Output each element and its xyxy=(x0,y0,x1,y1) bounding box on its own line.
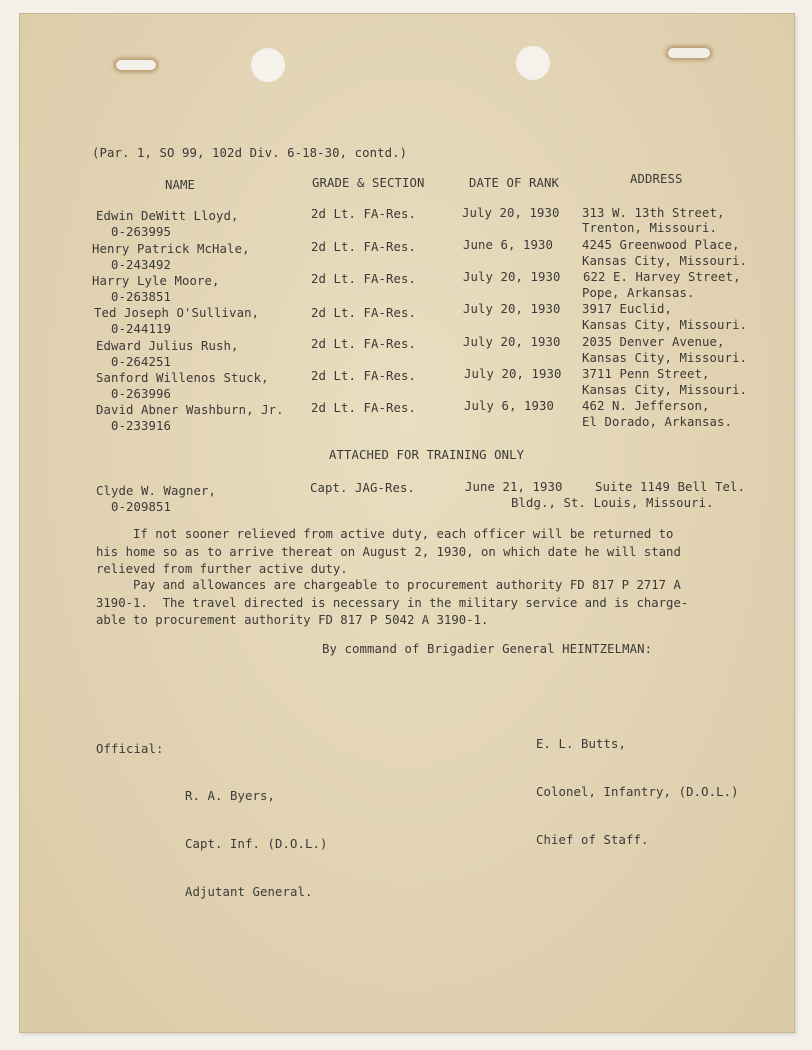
officer-name: David Abner Washburn, Jr. xyxy=(96,403,284,417)
document-page xyxy=(20,14,794,1032)
officer-grade: 2d Lt. FA-Res. xyxy=(311,240,417,254)
officer-serial: 0-263851 xyxy=(111,290,172,304)
officer-serial: 0-264251 xyxy=(111,355,172,369)
relief-paragraph xyxy=(96,526,736,579)
officer-date-of-rank: July 6, 1930 xyxy=(464,399,555,413)
officer-date-of-rank: June 21, 1930 xyxy=(465,480,563,494)
officer-name: Edwin DeWitt Lloyd, xyxy=(96,209,239,223)
column-header-address: ADDRESS xyxy=(630,172,683,186)
paragraph-line: relieved from further active duty. xyxy=(96,562,348,576)
officer-address-line1: 3711 Penn Street, xyxy=(582,367,710,381)
officer-date-of-rank: July 20, 1930 xyxy=(463,335,561,349)
official-label: Official: xyxy=(96,742,164,756)
officer-name: Sanford Willenos Stuck, xyxy=(96,371,269,385)
officer-address-line2: Kansas City, Missouri. xyxy=(582,383,748,397)
column-header-grade: GRADE & SECTION xyxy=(312,176,425,190)
signature-line: Capt. Inf. (D.O.L.) xyxy=(185,837,328,851)
adjutant-general-signature xyxy=(185,756,328,932)
officer-serial: 0-263995 xyxy=(111,225,172,239)
paragraph-reference-header: (Par. 1, SO 99, 102d Div. 6-18-30, contd.) xyxy=(92,146,408,160)
officer-address-line1: 622 E. Harvey Street, xyxy=(583,270,741,284)
officer-address-line2: Kansas City, Missouri. xyxy=(582,318,748,332)
column-header-name: NAME xyxy=(165,178,196,192)
officer-address-line1: 3917 Euclid, xyxy=(582,302,673,316)
punch-hole-right xyxy=(516,46,550,80)
officer-grade: Capt. JAG-Res. xyxy=(310,481,416,495)
officer-serial: 0-263996 xyxy=(111,387,172,401)
officer-address-line1: Suite 1149 Bell Tel. xyxy=(595,480,746,494)
officer-grade: 2d Lt. FA-Res. xyxy=(311,369,417,383)
officer-date-of-rank: July 20, 1930 xyxy=(462,206,560,220)
officer-serial: 0-244119 xyxy=(111,322,172,336)
officer-name: Harry Lyle Moore, xyxy=(92,274,220,288)
officer-address-line1: 462 N. Jefferson, xyxy=(582,399,710,413)
torn-hole-left xyxy=(116,60,156,70)
officer-address-line2: El Dorado, Arkansas. xyxy=(582,415,733,429)
officer-name: Henry Patrick McHale, xyxy=(92,242,250,256)
officer-address-line2: Bldg., St. Louis, Missouri. xyxy=(511,496,714,510)
officer-date-of-rank: June 6, 1930 xyxy=(463,238,554,252)
command-line: By command of Brigadier General HEINTZELMAN: xyxy=(322,642,653,656)
officer-grade: 2d Lt. FA-Res. xyxy=(311,337,417,351)
torn-hole-right xyxy=(668,48,710,58)
paragraph-line: Pay and allowances are chargeable to procurement authority FD 817 P 2717 A xyxy=(96,578,681,592)
signature-line: Chief of Staff. xyxy=(536,833,649,847)
officer-date-of-rank: July 20, 1930 xyxy=(463,270,561,284)
attached-section-heading: ATTACHED FOR TRAINING ONLY xyxy=(329,448,525,462)
officer-address-line2: Kansas City, Missouri. xyxy=(582,254,748,268)
officer-address-line2: Trenton, Missouri. xyxy=(582,221,718,235)
paragraph-line: 3190-1. The travel directed is necessary in the military service and is charge- xyxy=(96,595,689,610)
signature-line: E. L. Butts, xyxy=(536,737,627,751)
signature-line: Colonel, Infantry, (D.O.L.) xyxy=(536,785,739,799)
chief-of-staff-signature xyxy=(536,704,739,880)
column-header-date: DATE OF RANK xyxy=(469,176,560,190)
officer-name: Ted Joseph O'Sullivan, xyxy=(94,306,260,320)
officer-name: Clyde W. Wagner, xyxy=(96,484,217,498)
officer-grade: 2d Lt. FA-Res. xyxy=(311,207,417,221)
officer-address-line1: 2035 Denver Avenue, xyxy=(582,335,725,349)
officer-address-line1: 4245 Greenwood Place, xyxy=(582,238,740,252)
paragraph-line: able to procurement authority FD 817 P 5042 A 3190-1. xyxy=(96,613,489,627)
paragraph-line: If not sooner relieved from active duty, each officer will be returned to xyxy=(96,527,674,541)
officer-address-line2: Pope, Arkansas. xyxy=(582,286,695,300)
signature-line: R. A. Byers, xyxy=(185,789,276,803)
punch-hole-left xyxy=(251,48,285,82)
officer-date-of-rank: July 20, 1930 xyxy=(463,302,561,316)
officer-address-line2: Kansas City, Missouri. xyxy=(582,351,748,365)
officer-grade: 2d Lt. FA-Res. xyxy=(311,401,417,415)
officer-grade: 2d Lt. FA-Res. xyxy=(311,272,417,286)
officer-name: Edward Julius Rush, xyxy=(96,339,239,353)
officer-date-of-rank: July 20, 1930 xyxy=(464,367,562,381)
signature-line: Adjutant General. xyxy=(185,885,313,899)
officer-grade: 2d Lt. FA-Res. xyxy=(311,306,417,320)
officer-serial: 0-209851 xyxy=(111,500,172,514)
funding-paragraph xyxy=(96,577,736,630)
paragraph-line: his home so as to arrive thereat on August 2, 1930, on which date he will stand xyxy=(96,544,681,559)
officer-serial: 0-243492 xyxy=(111,258,172,272)
officer-serial: 0-233916 xyxy=(111,419,172,433)
officer-address-line1: 313 W. 13th Street, xyxy=(582,206,725,220)
